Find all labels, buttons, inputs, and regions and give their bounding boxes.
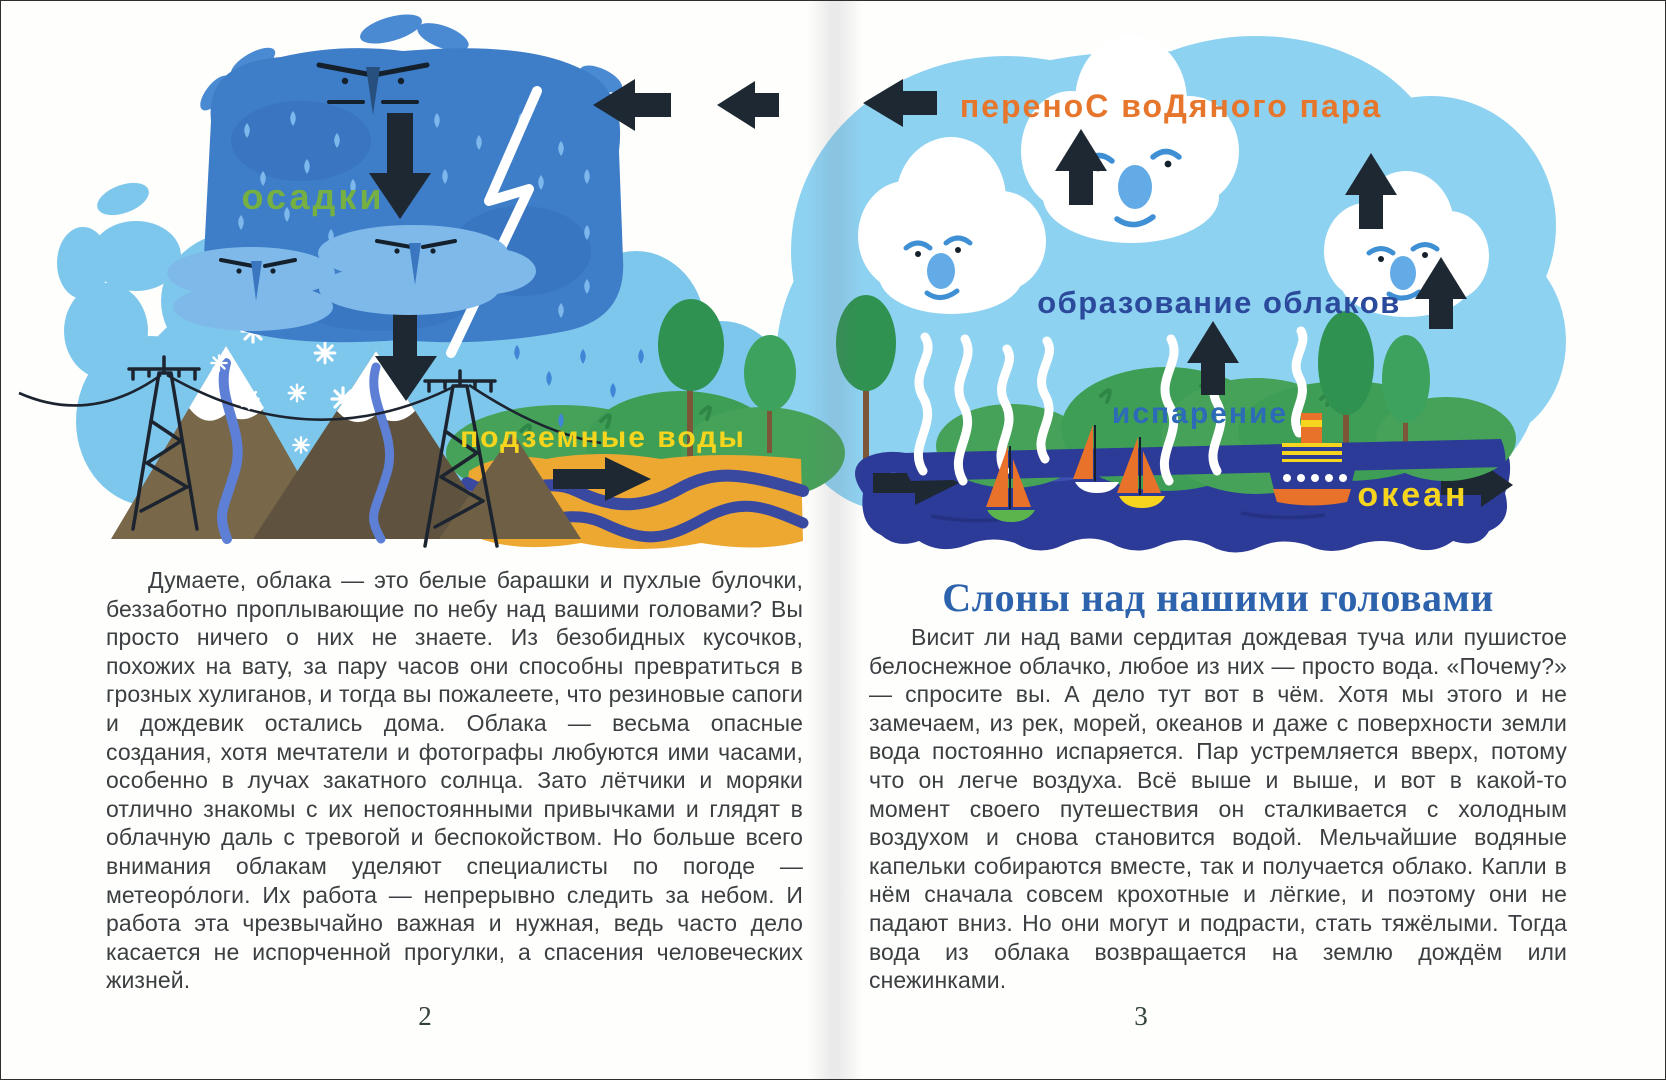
right-page-paragraph: Висит ли над вами сердитая дождевая туча или пушистое белоснежное облачко, любое из них — просто вода. «Почему?» — спросите вы. А дело тут вот в чём. Хотя мы этого и не замечаем, из рек, морей, океанов и даже с поверхности земли вода постоянно испаряется. Пар устремляется вверх, потому что он легче воздуха. Всё выше и выше, и вот в какой-то момент своего путешествия он сталкивается с холодным воздухом и снова становится водой. Мельчайшие водяные капельки собираются вместе, так и получается облако. Капли в нём сначала совсем крохотные и лёгкие, и поэтому они не падают вниз. Но они могут и подрасти, стать тяжёлыми. Тогда вода из облака возвращается на землю дождём или снежинками. <box>869 624 1567 994</box>
precipitation-label: осадки <box>241 176 385 217</box>
groundwater-label: подземные воды <box>460 421 746 454</box>
right-page-heading: Слоны над нашими головами <box>942 574 1494 620</box>
page-number-right: 3 <box>1134 1001 1148 1031</box>
tree <box>1318 311 1374 415</box>
left-arrow <box>717 81 779 129</box>
evaporation-label: испарение <box>1111 397 1289 430</box>
ocean-label: океан <box>1357 476 1469 514</box>
vapor-transport-label: переноС воДяного пара <box>959 88 1383 124</box>
water-cycle-illustration <box>1 1 1666 557</box>
tree <box>1382 335 1430 423</box>
left-page-paragraph: Думаете, облака — это белые барашки и пухлые булочки, беззаботно проплывающие по небу над вашими головами? Вы просто ничего о них не знаете. Из безобидных кусочков, похожих на вату, за пару часов они способны превратиться в грозных хулиганов, и тогда вы пожалеете, что резиновые сапоги и дождевик остались дома. Облака — весьма опасные создания, хотя мечтатели и фотографы любуются ими часами, особенно в лучах закатного солнца. Зато лётчики и моряки отлично знакомы с их непостоянными привычками и глядят в облачную даль с тревогой и беспокойством. Но больше всего внимания облакам уделяют специалисты по погоде — метеоро́логи. Их работа — непрерывно следить за небом. И работа эта чрезвычайно важная и нужная, ведь часто дело касается не испорченной прогулки, а спасения человеческих жизней. <box>106 567 803 994</box>
cloud-formation-label: образование облаков <box>1037 285 1401 320</box>
grumpy-small-cloud <box>167 247 335 331</box>
page-number-left: 2 <box>418 1001 432 1031</box>
